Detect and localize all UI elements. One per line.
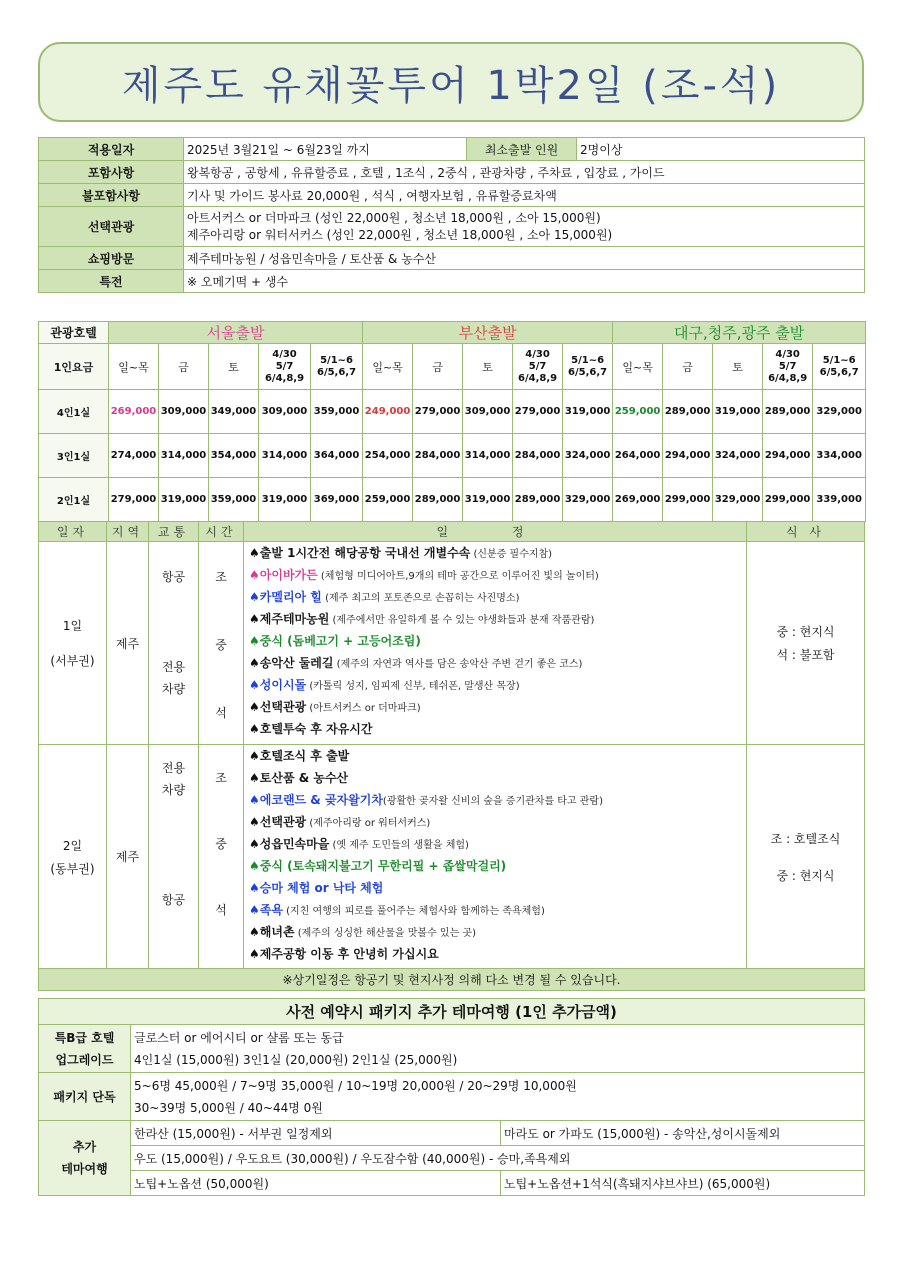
itinerary-item [249, 745, 743, 767]
itinerary-item [249, 564, 743, 586]
info-row-special [39, 270, 865, 293]
transport-text: 항공 [161, 893, 186, 907]
day-type-header: 5/1~6 6/5,6,7 [563, 344, 613, 390]
price-table [38, 321, 866, 522]
itinerary-title: ♠에코랜드 & 곶자왈기차 [249, 793, 383, 807]
itinerary-title: ♠제주공항 이동 후 안녕히 가십시요 [249, 947, 439, 961]
transport-cell [149, 745, 199, 969]
price-cell: 359,000 [209, 478, 259, 522]
day-type-header: 일~목 [363, 344, 413, 390]
itinerary-cell [244, 542, 747, 745]
extra-label [39, 1121, 131, 1196]
itinerary-note: (아트서커스 or 더마파크) [306, 703, 421, 714]
extra-caption-row [39, 999, 865, 1025]
extra-value [131, 1073, 865, 1121]
itinerary-note: (신분증 필수지참) [470, 549, 553, 560]
transport-text: 차량 [161, 682, 186, 696]
theme-option: 한라산 (15,000원) - 서부권 일정제외 [131, 1121, 501, 1146]
price-group-row [39, 322, 866, 344]
extra-row-upgrade [39, 1025, 865, 1073]
info-row-apply [39, 138, 865, 161]
itinerary-title: ♠선택관광 [249, 700, 307, 714]
day-type-header: 4/30 5/7 6/4,8,9 [259, 344, 311, 390]
price-cell: 309,000 [159, 390, 209, 434]
group-seoul: 서울출발 [109, 322, 363, 344]
transport-text: 전용 [161, 660, 186, 674]
itinerary-note: (체험형 미디어아트,9개의 테마 공간으로 이루어진 빛의 놀이터) [317, 571, 599, 582]
itinerary-title: ♠출발 1시간전 해당공항 국내선 개별수속 [249, 546, 471, 560]
schedule-table [38, 521, 865, 991]
price-cell: 309,000 [259, 390, 311, 434]
itinerary-item [249, 767, 743, 789]
itinerary-note: (지친 여행의 피로를 풀어주는 체험사와 함께하는 족욕체험) [282, 906, 545, 917]
itinerary-note: (옛 제주 도민들의 생활을 체험) [329, 840, 469, 851]
theme-option: 마라도 or 가파도 (15,000원) - 송악산,성이시돌제외 [501, 1121, 865, 1146]
itinerary-note: (카톨릭 성지, 임피제 신부, 테쉬폰, 말생산 목장) [306, 681, 520, 692]
price-cell: 349,000 [209, 390, 259, 434]
price-cell: 314,000 [259, 434, 311, 478]
day-label: 2일 [62, 838, 83, 853]
time-cell [199, 542, 244, 745]
price-cell: 369,000 [311, 478, 363, 522]
itinerary-title: ♠승마 체험 or 낙타 체험 [249, 881, 384, 895]
header-region: 지역 [107, 522, 149, 542]
schedule-header [39, 522, 865, 542]
title-banner [38, 42, 864, 122]
price-cell: 269,000 [109, 390, 159, 434]
day-type-header: 토 [209, 344, 259, 390]
region-cell: 제주 [107, 745, 149, 969]
itinerary-title: ♠해녀촌 [249, 925, 295, 939]
itinerary-note: (제주에서만 유일하게 볼 수 있는 야생화들과 분재 작품관람) [329, 615, 595, 626]
option-line: 제주아리랑 or 워터서커스 (성인 22,000원 , 청소년 18,000원 , 소아 15,000원) [187, 227, 613, 242]
day-type-header: 금 [663, 344, 713, 390]
itinerary-item [249, 586, 743, 608]
itinerary-item [249, 877, 743, 899]
itinerary-item [249, 630, 743, 652]
transport-text: 차량 [161, 783, 186, 797]
price-cell: 329,000 [813, 390, 866, 434]
info-value: 2명이상 [577, 138, 865, 161]
price-cell: 259,000 [363, 478, 413, 522]
transport-text: 전용 [161, 761, 186, 775]
price-cell: 289,000 [413, 478, 463, 522]
meal-cell [747, 745, 865, 969]
day-type-header: 4/30 5/7 6/4,8,9 [513, 344, 563, 390]
extra-value [131, 1025, 865, 1073]
price-row [39, 478, 866, 522]
option-line: 아트서커스 or 더마파크 (성인 22,000원 , 청소년 18,000원 , 소아 15,000원) [187, 210, 601, 225]
time-text: 석 [215, 903, 227, 917]
itinerary-title: ♠성읍민속마을 [249, 837, 330, 851]
time-text: 중 [215, 638, 227, 652]
price-cell: 289,000 [763, 390, 813, 434]
itinerary-title: ♠송악산 둘레길 [249, 656, 334, 670]
header-time: 시간 [199, 522, 244, 542]
extra-row-theme-2 [39, 1146, 865, 1171]
meal-text: 석 : 불포함 [776, 648, 835, 662]
itinerary-note: (제주의 싱싱한 해산물을 맛볼수 있는 곳) [294, 928, 476, 939]
info-row-include [39, 161, 865, 184]
price-cell: 279,000 [413, 390, 463, 434]
price-cell: 254,000 [363, 434, 413, 478]
itinerary-item [249, 899, 743, 921]
info-label: 적용일자 [39, 138, 184, 161]
info-row-option [39, 207, 865, 247]
itinerary-item [249, 921, 743, 943]
group-daegu: 대구,청주,광주 출발 [613, 322, 866, 344]
extra-label-line: 업그레이드 [55, 1052, 114, 1067]
extra-row-theme-1 [39, 1121, 865, 1146]
header-transport: 교통 [149, 522, 199, 542]
schedule-day-1 [39, 542, 865, 745]
hotel-label: 관광호텔 [39, 322, 109, 344]
price-day-row [39, 344, 866, 390]
price-cell: 269,000 [613, 478, 663, 522]
day-type-header: 일~목 [109, 344, 159, 390]
schedule-day-2 [39, 745, 865, 969]
price-cell: 274,000 [109, 434, 159, 478]
group-busan: 부산출발 [363, 322, 613, 344]
itinerary-note: (제주의 자연과 역사를 담은 송악산 주변 걷기 좋은 코스) [333, 659, 583, 670]
info-label: 불포함사항 [39, 184, 184, 207]
info-label: 선택관광 [39, 207, 184, 247]
time-text: 조 [215, 771, 227, 785]
area-note: (서부권) [50, 654, 95, 668]
day-type-header: 일~목 [613, 344, 663, 390]
itinerary-item [249, 811, 743, 833]
price-cell: 319,000 [563, 390, 613, 434]
itinerary-note: (제주 최고의 포토존으로 손꼽히는 사진명소) [321, 593, 520, 604]
info-label: 쇼핑방문 [39, 247, 184, 270]
extra-value-line: 5~6명 45,000원 / 7~9명 35,000원 / 10~19명 20,000원 / 20~29명 10,000원 [134, 1078, 577, 1093]
price-cell: 299,000 [663, 478, 713, 522]
price-cell: 319,000 [713, 390, 763, 434]
itinerary-item [249, 542, 743, 564]
price-cell: 309,000 [463, 390, 513, 434]
itinerary-item [249, 943, 743, 965]
extra-value-line: 글로스터 or 에어시티 or 샬롬 또는 동급 [134, 1030, 344, 1045]
price-row [39, 390, 866, 434]
price-cell: 284,000 [513, 434, 563, 478]
info-value: 왕복항공 , 공항세 , 유류할증료 , 호텔 , 1조식 , 2중식 , 관광차량 , 주차료 , 입장료 , 가이드 [184, 161, 865, 184]
day-type-header: 토 [713, 344, 763, 390]
meal-cell [747, 542, 865, 745]
itinerary-item [249, 608, 743, 630]
schedule-footnote: ※상기일정은 항공기 및 현지사정 의해 다소 변경 될 수 있습니다. [39, 969, 865, 991]
transport-text: 항공 [161, 570, 186, 584]
price-cell: 264,000 [613, 434, 663, 478]
price-cell: 299,000 [763, 478, 813, 522]
day-type-header: 4/30 5/7 6/4,8,9 [763, 344, 813, 390]
extra-label-line: 테마여행 [61, 1162, 108, 1176]
price-cell: 314,000 [463, 434, 513, 478]
meal-text: 중 : 현지식 [776, 625, 835, 639]
info-label: 최소출발 인원 [467, 138, 577, 161]
itinerary-title: ♠아이바가든 [249, 568, 318, 582]
price-cell: 314,000 [159, 434, 209, 478]
itinerary-item [249, 833, 743, 855]
price-cell: 319,000 [463, 478, 513, 522]
time-text: 조 [215, 570, 227, 584]
room-label: 4인1실 [39, 390, 109, 434]
extra-value-line: 4인1실 (15,000원) 3인1실 (20,000원) 2인1실 (25,000원) [134, 1052, 458, 1067]
header-day: 일자 [39, 522, 107, 542]
itinerary-item [249, 674, 743, 696]
price-cell: 364,000 [311, 434, 363, 478]
room-label: 2인1실 [39, 478, 109, 522]
itinerary-item [249, 789, 743, 811]
price-cell: 249,000 [363, 390, 413, 434]
info-value: ※ 오메기떡 + 생수 [184, 270, 865, 293]
theme-option: 노팁+노옵션+1석식(흑돼지샤브샤브) (65,000원) [501, 1171, 865, 1196]
itinerary-title: ♠중식 (돔베고기 + 고등어조림) [249, 634, 421, 648]
itinerary-item [249, 696, 743, 718]
day-label: 1일 [62, 619, 83, 633]
day-type-header: 금 [413, 344, 463, 390]
header-meal: 식 사 [747, 522, 865, 542]
day-type-header: 5/1~6 6/5,6,7 [813, 344, 866, 390]
info-value [184, 207, 865, 247]
header-itinerary: 일 정 [244, 522, 747, 542]
price-cell: 324,000 [713, 434, 763, 478]
price-cell: 329,000 [713, 478, 763, 522]
meal-text: 중 : 현지식 [776, 868, 835, 883]
transport-cell [149, 542, 199, 745]
info-row-shopping [39, 247, 865, 270]
room-label: 3인1실 [39, 434, 109, 478]
itinerary-title: ♠선택관광 [249, 815, 307, 829]
extra-row-theme-3 [39, 1171, 865, 1196]
theme-option: 우도 (15,000원) / 우도요트 (30,000원) / 우도잠수함 (40,000원) - 승마,족욕제외 [131, 1146, 865, 1171]
schedule-footer-row [39, 969, 865, 991]
itinerary-title: ♠족욕 [249, 903, 283, 917]
price-cell: 289,000 [663, 390, 713, 434]
day-cell [39, 542, 107, 745]
region-cell: 제주 [107, 542, 149, 745]
price-cell: 259,000 [613, 390, 663, 434]
area-note: (동부권) [50, 861, 95, 876]
price-cell: 289,000 [513, 478, 563, 522]
time-text: 석 [215, 706, 227, 720]
info-value: 제주테마농원 / 성읍민속마을 / 토산품 & 농수산 [184, 247, 865, 270]
theme-option: 노팁+노옵션 (50,000원) [131, 1171, 501, 1196]
info-label: 포함사항 [39, 161, 184, 184]
day-type-header: 5/1~6 6/5,6,7 [311, 344, 363, 390]
extra-label-line: 특B급 호텔 [54, 1030, 115, 1045]
price-cell: 319,000 [159, 478, 209, 522]
price-cell: 334,000 [813, 434, 866, 478]
price-cell: 329,000 [563, 478, 613, 522]
price-cell: 294,000 [663, 434, 713, 478]
itinerary-item [249, 718, 743, 740]
day-type-header: 금 [159, 344, 209, 390]
extra-row-solo [39, 1073, 865, 1121]
info-label: 특전 [39, 270, 184, 293]
info-value: 기사 및 가이드 봉사료 20,000원 , 석식 , 여행자보험 , 유류할증료차액 [184, 184, 865, 207]
price-cell: 279,000 [513, 390, 563, 434]
extra-table [38, 998, 865, 1196]
day-cell [39, 745, 107, 969]
info-row-exclude [39, 184, 865, 207]
itinerary-cell [244, 745, 747, 969]
page-title: 제주도 유채꽃투어 1박2일 (조-석) [121, 62, 781, 109]
extra-label-line: 추가 [72, 1140, 97, 1154]
extra-value-line: 30~39명 5,000원 / 40~44명 0원 [134, 1100, 323, 1115]
info-value: 2025년 3월21일 ~ 6월23일 까지 [184, 138, 467, 161]
extra-label: 패키지 단독 [39, 1073, 131, 1121]
itinerary-title: ♠호텔조식 후 출발 [249, 749, 350, 763]
extra-caption: 사전 예약시 패키지 추가 테마여행 (1인 추가금액) [39, 999, 865, 1025]
itinerary-title: ♠카멜리아 힐 [249, 590, 322, 604]
extra-label [39, 1025, 131, 1073]
price-cell: 294,000 [763, 434, 813, 478]
price-cell: 279,000 [109, 478, 159, 522]
itinerary-title: ♠호텔투숙 후 자유시간 [249, 722, 373, 736]
itinerary-note: (광활한 곶자왈 신비의 숲을 증기관차를 타고 관람) [382, 796, 603, 807]
itinerary-note: (제주아리랑 or 워터서커스) [306, 818, 431, 829]
price-cell: 324,000 [563, 434, 613, 478]
meal-text: 조 : 호텔조식 [770, 831, 841, 846]
itinerary-item [249, 652, 743, 674]
itinerary-item [249, 855, 743, 877]
price-cell: 284,000 [413, 434, 463, 478]
price-cell: 339,000 [813, 478, 866, 522]
price-cell: 354,000 [209, 434, 259, 478]
price-cell: 319,000 [259, 478, 311, 522]
itinerary-title: ♠제주테마농원 [249, 612, 330, 626]
info-table [38, 137, 865, 293]
itinerary-title: ♠토산품 & 농수산 [249, 771, 349, 785]
price-row [39, 434, 866, 478]
time-cell [199, 745, 244, 969]
itinerary-title: ♠중식 (토속돼지불고기 무한리필 + 좁쌀막걸리) [249, 859, 507, 873]
fee-label: 1인요금 [39, 344, 109, 390]
time-text: 중 [215, 837, 227, 851]
price-cell: 359,000 [311, 390, 363, 434]
itinerary-title: ♠성이시돌 [249, 678, 307, 692]
day-type-header: 토 [463, 344, 513, 390]
